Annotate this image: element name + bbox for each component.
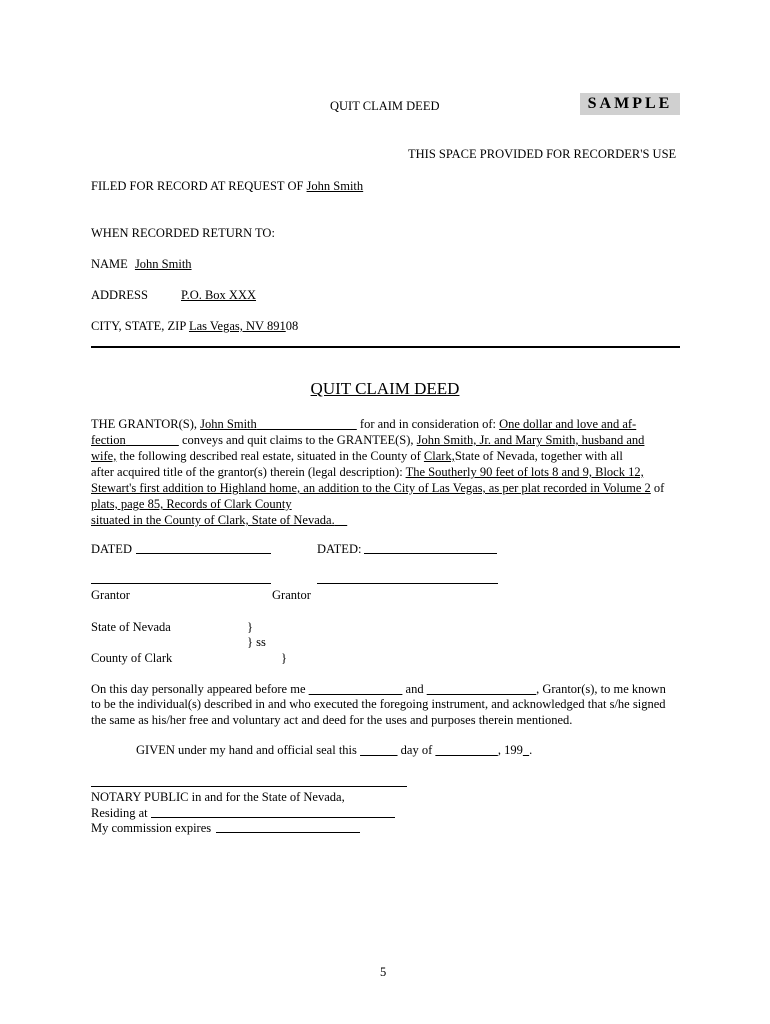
deed-body <box>91 416 683 528</box>
ack-blank-1[interactable] <box>309 682 403 696</box>
city-value: Las Vegas, NV 891 <box>188 319 286 333</box>
dated-blank-1[interactable] <box>136 553 271 554</box>
grantor-label-2: Grantor <box>272 588 311 602</box>
given-line <box>136 742 532 758</box>
ack-blank-2[interactable] <box>427 682 536 696</box>
sample-badge: SAMPLE <box>580 93 680 115</box>
legal-description: Stewart's first addition to Highland home, an addition to the City of Las Vegas, as per plat recorded in Volume 2 <box>91 481 651 495</box>
body-text: for and in consideration of: <box>356 417 500 431</box>
body-text: THE GRANTOR(S), <box>91 417 201 431</box>
body-line <box>91 448 683 464</box>
venue-county: County of Clark <box>91 651 173 665</box>
city-label: CITY, STATE, ZIP <box>91 319 186 333</box>
venue-ss: } ss <box>247 635 266 649</box>
address-value: P.O. Box XXX <box>181 288 257 302</box>
notary-title: NOTARY PUBLIC in and for the State of Nevada, <box>91 790 345 804</box>
ack-text: and <box>405 682 424 696</box>
body-text: the following described real estate, situated in the County of <box>116 449 424 463</box>
filed-by-value: John Smith <box>306 179 364 193</box>
ack-text: , Grantor(s), to me known <box>536 682 666 696</box>
grantor-label-1: Grantor <box>91 588 130 602</box>
commission-blank[interactable] <box>216 832 360 833</box>
recorder-space-label: THIS SPACE PROVIDED FOR RECORDER'S USE <box>408 147 677 161</box>
legal-description: situated in the County of Clark, State of Nevada. <box>91 513 335 527</box>
dated-label-2: DATED: <box>317 542 362 556</box>
county-value: Clark, <box>423 449 455 463</box>
commission-label: My commission expires <box>91 821 212 835</box>
grantee: wife, <box>91 449 117 463</box>
dated-label-1: DATED <box>91 542 132 556</box>
name-value: John Smith <box>134 257 192 271</box>
body-text: State of Nevada, together with all <box>454 449 623 463</box>
body-text: conveys and quit claims to the GRANTEE(S), <box>178 433 417 447</box>
grantee: John Smith, Jr. and Mary Smith, husband and <box>416 433 645 447</box>
venue-brace: } <box>247 620 253 634</box>
ack-line-1 <box>91 681 666 697</box>
body-line <box>91 432 683 448</box>
legal-description: plats, page 85, Records of Clark County <box>91 497 292 511</box>
consideration: fection <box>91 433 126 447</box>
page-number: 5 <box>380 965 387 979</box>
body-text: after acquired title of the grantor(s) therein (legal description): <box>91 465 406 479</box>
city-row <box>91 318 298 334</box>
body-line <box>91 480 683 496</box>
grantor-name: John Smith <box>200 417 257 431</box>
address-label: ADDRESS <box>91 288 148 302</box>
notary-signature-line[interactable] <box>91 786 407 787</box>
consideration-blank <box>126 433 179 447</box>
legal-blank <box>335 513 348 527</box>
ack-line-3: the same as his/her free and voluntary act and deed for the uses and purposes therein mentioned. <box>91 713 573 727</box>
filed-for-record <box>91 178 363 194</box>
legal-description: The Southerly 90 feet of lots 8 and 9, Block 12, <box>405 465 644 479</box>
residing-blank[interactable] <box>151 817 395 818</box>
body-line <box>91 496 683 512</box>
given-text: , 199 <box>497 743 523 757</box>
name-row <box>91 256 192 272</box>
body-line <box>91 416 683 432</box>
given-day-blank[interactable] <box>360 743 398 757</box>
given-text: . <box>529 743 533 757</box>
body-text: of <box>650 481 665 495</box>
separator-rule <box>91 346 680 348</box>
given-text: GIVEN under my hand and official seal this <box>136 743 357 757</box>
return-to-label: WHEN RECORDED RETURN TO: <box>91 226 275 240</box>
doc-label: QUIT CLAIM DEED <box>330 99 440 113</box>
ack-text: On this day personally appeared before me <box>91 682 306 696</box>
given-month-blank[interactable] <box>435 743 498 757</box>
venue-brace: } <box>281 651 287 665</box>
filed-label: FILED FOR RECORD AT REQUEST OF <box>91 179 304 193</box>
dated-blank-2[interactable] <box>364 553 497 554</box>
body-line <box>91 512 683 528</box>
ack-line-2: to be the individual(s) described in and who executed the foregoing instrument, and acknowledged that s/he signed <box>91 697 666 711</box>
city-value-tail: 08 <box>285 319 299 333</box>
residing-label: Residing at <box>91 806 148 820</box>
given-text: day of <box>400 743 433 757</box>
grantor-blank <box>257 417 357 431</box>
consideration: One dollar and love and af- <box>499 417 637 431</box>
body-line <box>91 464 683 480</box>
deed-title: QUIT CLAIM DEED <box>310 379 460 398</box>
grantor-signature-line-2[interactable] <box>317 583 498 584</box>
name-label: NAME <box>91 257 128 271</box>
venue-state: State of Nevada <box>91 620 171 634</box>
grantor-signature-line-1[interactable] <box>91 583 271 584</box>
